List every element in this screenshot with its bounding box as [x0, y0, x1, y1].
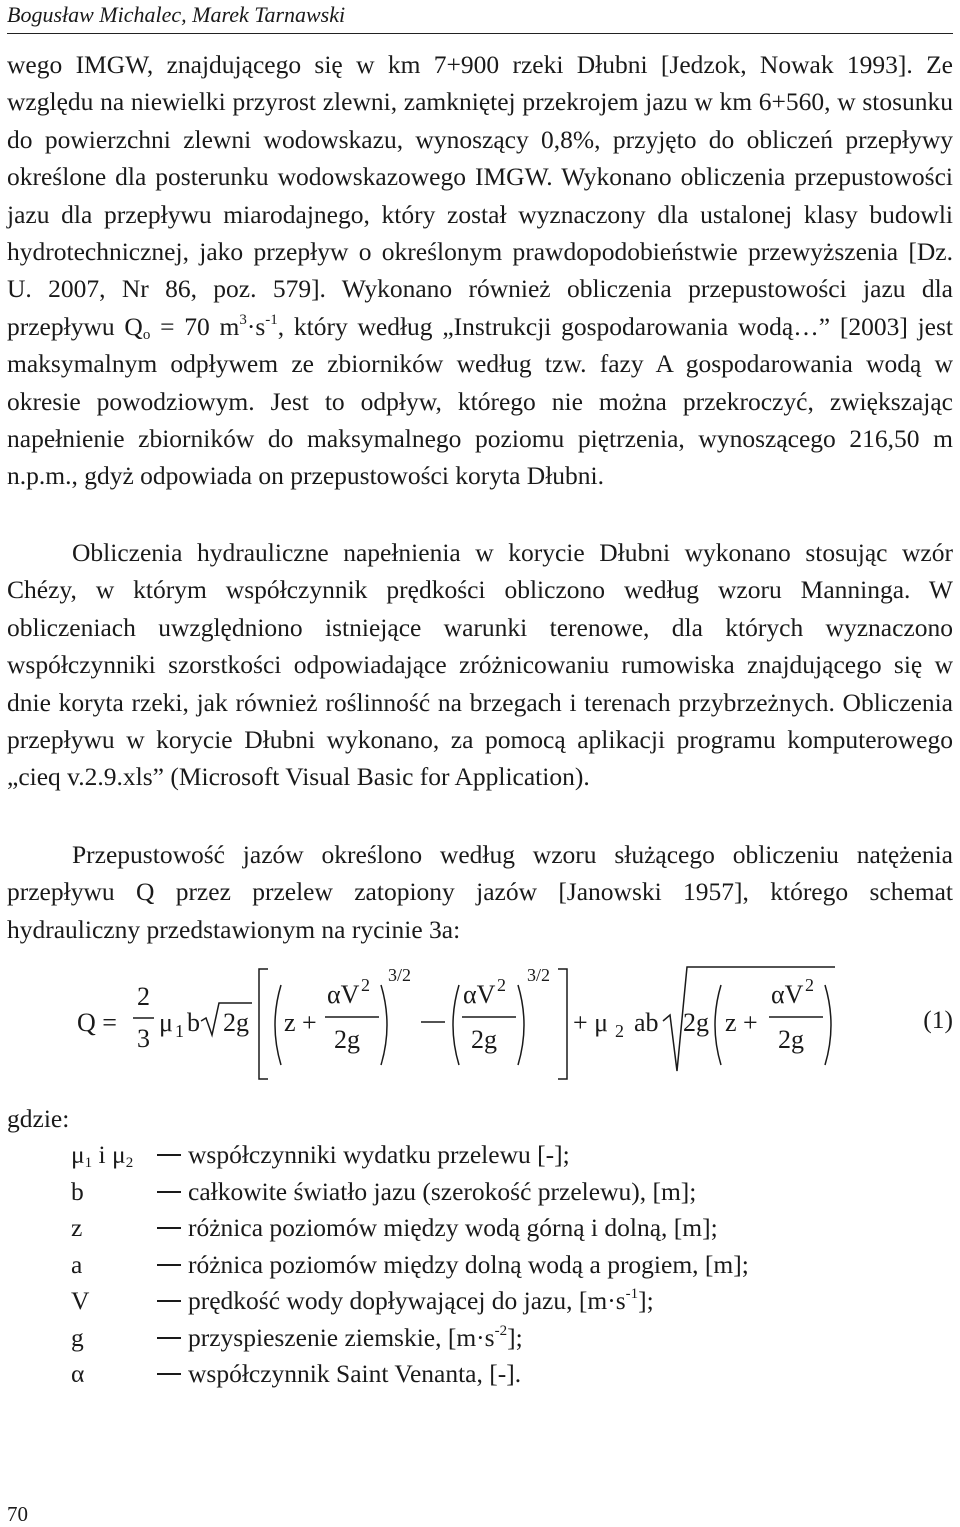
legend-row [71, 1174, 951, 1211]
formula-mu1: μ [159, 1008, 173, 1037]
legend-row [71, 1283, 951, 1320]
paragraph-1: wego IMGW, znajdującego się w km 7+900 rzeki Dłubni [Jedzok, Nowak 1993]. Ze względu na niewielki przyrost zlewni, zamkniętej przekrojem jazu w km 6+560, w stosunku do powierzchni zlewni wodowskazu, wynoszący 0,8%, przyjęto do obliczeń przepływy określone dla posterunku wodowskazowego IMGW. Wykonano obliczenia przepustowości jazu dla przepływu miarodajnego, który został wyznaczony dla ustalonej klasy budowli hydrotechnicznej, jako przepływ o określonym prawdopodobieństwie przewyższenia [Dz. U. 2007, Nr 86, poz. 579]. Wykonano również obliczenia przepustowości jazu dla przepływu $Q_o = 70$ $m^3\cdot s^{-1}$, który według „Instrukcji gospodarowania wodą…” [2003] jest maksymalnym odpływem ze zbiorników według tzw. fazy A gospodarowania wodą w okresie powodziowym. Jest to odpływ, którego nie można przekroczyć, zwiększając napełnienie zbiorników do maksymalnego poziomu piętrzenia, wynoszącego 216,50 m n.p.m., gdyż odpowiada on przepustowości koryta Dłubni. [7, 50, 953, 491]
legend-description: prędkość wody dopływającej do jazu, $[m\cdot s^{-1}]$; [188, 1286, 654, 1315]
legend-symbol: V [71, 1286, 90, 1315]
formula-2g-2: 2g [683, 1008, 709, 1037]
legend-symbol: $\mu_1$ i $\mu_2$ [71, 1140, 134, 1171]
formula-den-2: 2g [471, 1025, 497, 1054]
formula-frac-num: 2 [137, 982, 150, 1011]
legend-dash [157, 1154, 181, 1156]
legend-description: współczynniki wydatku przelewu [-]; [188, 1140, 570, 1169]
legend-dash [157, 1227, 181, 1229]
legend-dash [157, 1264, 181, 1266]
formula-frac-den: 3 [137, 1024, 150, 1053]
formula-graphic [7, 955, 907, 1095]
formula-ab: ab [634, 1008, 659, 1037]
formula-2g-1: 2g [223, 1008, 249, 1037]
equation-number: (1) [923, 1005, 953, 1034]
formula-z-plus-2: z + [725, 1008, 758, 1037]
formula-1 [7, 955, 953, 1095]
legend-symbol: z [71, 1213, 83, 1242]
legend-dash [157, 1191, 181, 1193]
formula-paren-open-3 [715, 985, 721, 1065]
paragraph-3: Przepustowość jazów określono według wzoru służącego obliczeniu natężenia przepływu Q przez przelew zatopiony jazów [Janowski 1957], którego schemat hydrauliczny przedstawionym na rycinie 3a: [7, 840, 953, 944]
formula-lhs: Q = [77, 1008, 117, 1037]
formula-sq-1: 2 [361, 975, 370, 995]
legend-row [71, 1356, 951, 1393]
legend-dash [157, 1373, 181, 1375]
legend-description: współczynnik Saint Venanta, [-]. [188, 1359, 522, 1388]
legend-row [71, 1137, 951, 1174]
legend-symbol: a [71, 1249, 83, 1279]
formula-paren-close-3 [825, 985, 831, 1065]
formula-plus-mu2: + μ [573, 1008, 609, 1037]
paragraph-2: Obliczenia hydrauliczne napełnienia w korycie Dłubni wykonano stosując wzór Chézy, w którym współczynnik prędkości obliczono według wzoru Manninga. W obliczeniach uwzględniono istniejące warunki terenowe, dla których wyznaczono współczynniki szorstkości odpowiadające zróżnicowaniu rumowiska znajdującego się w dnie koryta rzeki, jak również roślinność na brzegach i terenach przybrzeżnych. Obliczenia przepływu w korycie Dłubni wykonano, za pomocą aplikacji programu komputerowego „cieq v.2.9.xls” (Microsoft Visual Basic for Application). [7, 538, 953, 792]
page-number: 70 [7, 1502, 28, 1526]
formula-b: b [187, 1008, 200, 1037]
legend-row [71, 1210, 951, 1247]
formula-paren-open-1 [275, 985, 281, 1065]
legend-symbol: α [71, 1359, 85, 1388]
legend-symbol: b [71, 1176, 84, 1206]
formula-alphav-1: αV [327, 980, 360, 1009]
running-header [7, 0, 953, 34]
where-label: gdzie: [7, 1104, 70, 1133]
formula-den-3: 2g [778, 1025, 804, 1054]
formula-sq-3: 2 [805, 975, 814, 995]
legend-symbol: g [71, 1322, 84, 1352]
formula-paren-close-1 [381, 985, 387, 1065]
legend-row [71, 1247, 951, 1284]
header-authors: Bogusław Michalec, Marek Tarnawski [7, 2, 346, 27]
symbol-legend [71, 1137, 951, 1393]
formula-bracket-left [259, 969, 268, 1079]
formula-paren-open-2 [453, 985, 459, 1065]
legend-dash [157, 1300, 181, 1302]
formula-mu2-sub: 2 [615, 1021, 624, 1041]
formula-den-1: 2g [334, 1025, 360, 1054]
legend-dash [157, 1337, 181, 1339]
formula-z-plus-1: z + [284, 1008, 317, 1037]
formula-sq-2: 2 [497, 975, 506, 995]
formula-exp-2: 3/2 [527, 965, 551, 985]
formula-alphav-3: αV [771, 980, 804, 1009]
formula-paren-close-2 [518, 985, 524, 1065]
legend-description: całkowite światło jazu (szerokość przelewu), [m]; [188, 1176, 697, 1206]
legend-description: różnica poziomów między dolną wodą a progiem, [m]; [188, 1249, 749, 1279]
legend-description: przyspieszenie ziemskie, $[m\cdot s^{-2}]$; [188, 1322, 523, 1352]
legend-description: różnica poziomów między wodą górną i dolną, [m]; [188, 1213, 718, 1242]
legend-row [71, 1320, 951, 1357]
formula-exp-1: 3/2 [388, 965, 412, 985]
formula-alphav-2: αV [463, 980, 496, 1009]
formula-bracket-right [558, 969, 567, 1079]
formula-mu1-sub: 1 [175, 1021, 184, 1041]
